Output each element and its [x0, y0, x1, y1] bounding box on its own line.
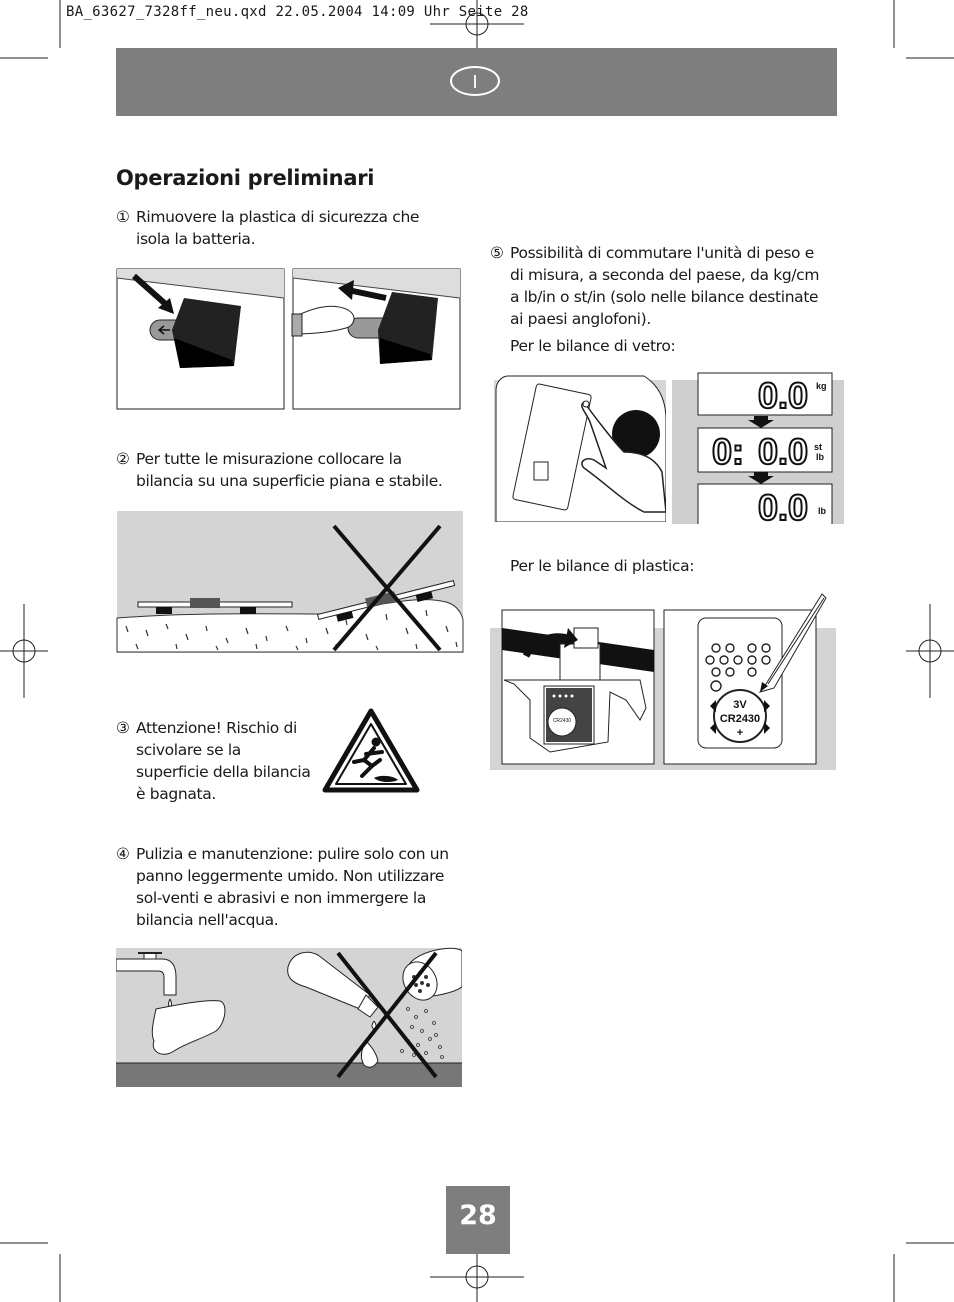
display-row-kg — [698, 373, 832, 416]
step-1-text: Rimuovere la plastica di sicurezza che isola la batteria. — [136, 208, 420, 248]
step-4-number: ④ — [116, 845, 130, 863]
step-4 — [116, 843, 456, 931]
step-2 — [116, 448, 460, 492]
display-value-kg: 0.0 — [757, 375, 808, 416]
flat-surface-illustration — [116, 510, 464, 654]
display-unit-kg: kg — [816, 381, 827, 391]
plastic-scale-battery-illustration — [490, 588, 836, 772]
step-3-text: Attenzione! Rischio di scivolare se la superficie della bilancia è bagnata. — [136, 719, 311, 803]
battery-polarity: + — [736, 727, 744, 739]
cleaning-illustration — [116, 947, 462, 1087]
display-prefix-st: 0: — [712, 431, 745, 472]
glass-scale-button-illustration — [494, 372, 666, 522]
display-row-lb — [698, 484, 832, 524]
display-unit-st: st — [814, 442, 823, 452]
glass-scales-label: Per le bilance di vetro: — [510, 337, 676, 355]
step-2-text: Per tutte le misurazione collocare la bilancia su una superficie piana e stabile. — [136, 450, 443, 490]
page-number: 28 — [446, 1186, 510, 1254]
battery-compartment-panel — [502, 610, 654, 764]
section-title: Operazioni preliminari — [116, 166, 375, 190]
battery-voltage: 3V — [733, 699, 747, 711]
battery-model: CR2430 — [719, 713, 761, 725]
panel-right — [292, 269, 460, 409]
step-1 — [116, 206, 456, 250]
battery-coin-panel — [664, 594, 826, 764]
step-4-text: Pulizia e manutenzione: pulire solo con un panno leggermente umido. Non utilizzare sol-venti e abrasivi e non immergere la bilancia nell'acqua. — [136, 845, 449, 929]
display-row-st-lb — [698, 428, 832, 472]
step-3-number: ③ — [116, 719, 130, 737]
display-value-st: 0.0 — [757, 431, 808, 472]
step-2-number: ② — [116, 450, 130, 468]
plastic-scales-label: Per le bilance di plastica: — [510, 557, 695, 575]
panel-left — [117, 269, 284, 409]
display-value-lb: 0.0 — [757, 487, 808, 524]
step-5-text: Possibilità di commutare l'unità di peso e di misura, a seconda del paese, da kg/cm a lb/in o st/in (solo nelle bilance destinate ai paesi anglofoni). — [510, 244, 820, 328]
step-5-number: ⑤ — [490, 244, 504, 262]
print-header: BA_63627_7328ff_neu.qxd 22.05.2004 14:09 Uhr Seite 28 — [66, 4, 529, 20]
slip-warning-icon — [322, 708, 420, 794]
unit-display-illustration — [672, 372, 844, 524]
step-3 — [116, 717, 312, 805]
display-unit-lb: lb — [818, 506, 826, 516]
step-1-number: ① — [116, 208, 130, 226]
language-tab: I — [450, 66, 500, 96]
battery-label-small: CR2430 — [552, 718, 572, 724]
step-5 — [490, 242, 830, 330]
display-unit-lb-top: lb — [816, 452, 824, 462]
battery-strip-illustration — [116, 268, 462, 411]
